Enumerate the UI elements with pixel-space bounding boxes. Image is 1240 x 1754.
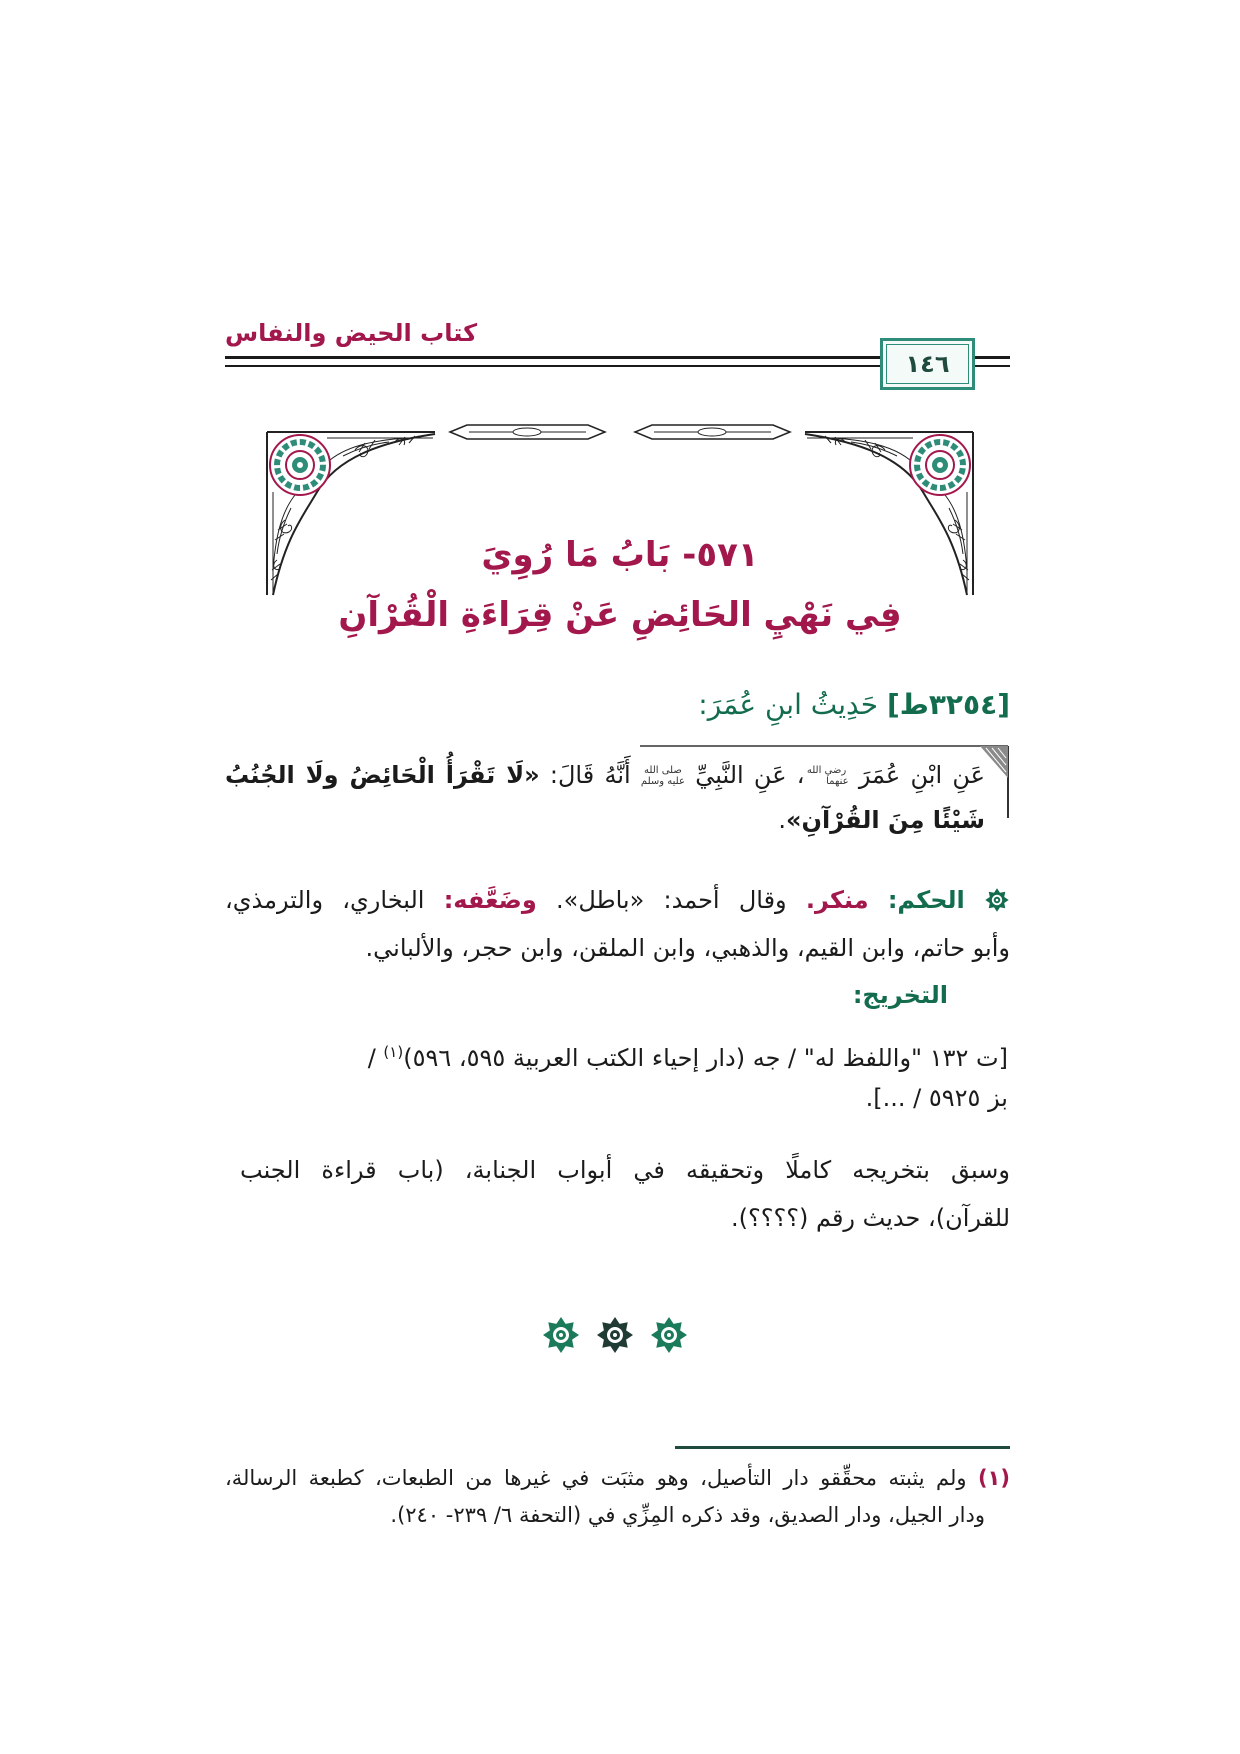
divider-ornament-right — [635, 425, 790, 439]
hadith-text-line1 — [225, 753, 985, 797]
page-number: ١٤٦ — [905, 350, 950, 378]
hadith-intro: عَنِ ابْنِ عُمَرَ — [858, 761, 985, 789]
page-number-inner-frame — [886, 344, 969, 384]
divider-ornament-left — [450, 425, 605, 439]
note-line1: وسبق بتخريجه كاملًا وتحقيقه في أبواب الجنابة، (باب قراءة الجنب — [240, 1156, 1010, 1184]
note-line2: للقرآن)، حديث رقم (؟؟؟؟). — [731, 1204, 1010, 1232]
running-header-title: كتاب الحيض والنفاس — [225, 319, 478, 347]
chapter-heading-line1: ٥٧١- بَابُ مَا رُوِيَ — [481, 535, 759, 575]
ruling-label: الحكم: — [887, 886, 965, 914]
footnote-line1 — [225, 1460, 1010, 1497]
hadith-text-line2 — [225, 798, 985, 842]
footnote-marker: (١) — [977, 1466, 1010, 1490]
honorific-companion: رضي الله عنهما — [806, 765, 849, 787]
footnote-text-line1: ولم يثبته محقِّقو دار التأصيل، وهو مثبَت في غيرها من الطبعات، كطبعة الرسالة، — [225, 1466, 967, 1490]
takhrij-sources: [ت ١٣٢ "واللفظ له" / جه (دار إحياء الكتب العربية ٥٩٥، ٥٩٦) — [403, 1044, 1008, 1072]
hadith-label: حَدِيثُ ابنِ عُمَرَ: — [698, 688, 879, 721]
hadith-end-period: . — [778, 806, 786, 834]
ruling-line2: وأبو حاتم، وابن القيم، والذهبي، وابن الملقن، وابن حجر، والألباني. — [365, 934, 1010, 962]
hadith-said: أَنَّهُ قَالَ: — [549, 761, 631, 789]
hadith-quote-part2: شَيْئًا مِنَ القُرْآنِ» — [785, 806, 985, 834]
takhrij-separator: / — [367, 1044, 376, 1072]
ruling-ahmad-statement: وقال أحمد: «باطل». — [556, 886, 787, 914]
hadith-chain: ، عَنِ النَّبِيِّ — [695, 761, 805, 789]
header-rule-thin — [225, 365, 880, 367]
ruling-verdict: منكر. — [805, 886, 869, 914]
header-rule-thick — [225, 356, 880, 359]
ruling-line1 — [225, 878, 1010, 922]
star-ornament-icon — [541, 1315, 581, 1355]
rosette-ornament-icon — [984, 887, 1010, 913]
hadith-quote-part1: «لَا تَقْرَأُ الْحَائِضُ ولَا الجُنُبُ — [225, 761, 540, 789]
takhrij-line2: بز ٥٩٢٥ / ...]. — [865, 1084, 1008, 1112]
footnote-line2: ودار الجيل، ودار الصديق، وقد ذكره المِزِّي في (التحفة ٦/ ٢٣٩- ٢٤٠). — [390, 1503, 985, 1527]
header-rule-thin-right — [975, 365, 1010, 367]
footnote-reference-marker: (١) — [383, 1043, 404, 1061]
hadith-reference: [٣٢٥٤ط] — [886, 688, 1010, 721]
ruling-line1-rest: البخاري، والترمذي، — [225, 886, 425, 914]
takhrij-line1 — [225, 1030, 1008, 1074]
chapter-heading-line2: فِي نَهْيِ الحَائِضِ عَنْ قِرَاءَةِ الْقُرْآنِ — [338, 595, 902, 635]
page-number-frame — [880, 338, 975, 390]
takhrij-label: التخريج: — [852, 981, 948, 1009]
honorific-prophet: صلى الله عليه وسلم — [640, 765, 685, 787]
header-rule-thick-right — [975, 356, 1010, 359]
hadith-heading — [698, 680, 1010, 730]
star-ornament-icon — [649, 1315, 689, 1355]
star-ornament-icon — [595, 1315, 635, 1355]
footnote-divider — [675, 1446, 1010, 1449]
ruling-weakened-label: وضَعَّفه: — [443, 886, 537, 914]
